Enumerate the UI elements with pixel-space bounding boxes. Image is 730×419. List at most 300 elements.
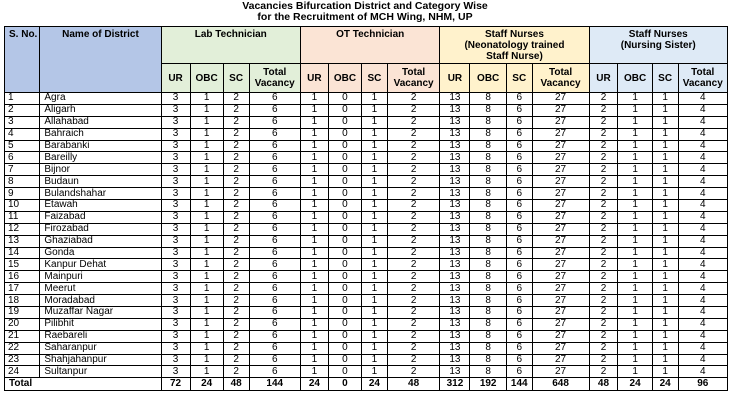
row-value: 1 [300, 211, 328, 223]
row-value: 8 [470, 200, 506, 212]
row-value: 13 [440, 295, 470, 307]
row-value: 1 [362, 104, 388, 116]
row-sno: 3 [5, 116, 40, 128]
row-value: 1 [190, 307, 223, 319]
row-value: 27 [532, 152, 589, 164]
row-value: 13 [440, 235, 470, 247]
row-value: 2 [223, 342, 249, 354]
table-row [5, 188, 728, 200]
row-value: 0 [328, 330, 361, 342]
row-value: 27 [532, 330, 589, 342]
row-value: 27 [532, 366, 589, 378]
total-value: 24 [190, 378, 223, 391]
total-value: 24 [300, 378, 328, 391]
row-value: 13 [440, 116, 470, 128]
row-value: 2 [589, 140, 618, 152]
row-value: 1 [190, 235, 223, 247]
row-value: 6 [249, 211, 300, 223]
row-value: 2 [387, 164, 440, 176]
row-value: 0 [328, 247, 361, 259]
row-value: 3 [161, 283, 190, 295]
row-district: Shahjahanpur [40, 354, 161, 366]
row-value: 6 [249, 342, 300, 354]
row-value: 0 [328, 354, 361, 366]
row-value: 1 [618, 259, 652, 271]
table-row [5, 283, 728, 295]
row-value: 1 [618, 140, 652, 152]
sub-header-ur: UR [440, 64, 470, 93]
row-value: 4 [678, 247, 728, 259]
row-value: 4 [678, 259, 728, 271]
row-value: 1 [618, 152, 652, 164]
row-value: 0 [328, 93, 361, 105]
table-row [5, 93, 728, 105]
row-value: 0 [328, 211, 361, 223]
row-value: 2 [387, 200, 440, 212]
row-value: 1 [652, 318, 678, 330]
row-district: Kanpur Dehat [40, 259, 161, 271]
row-value: 8 [470, 128, 506, 140]
row-value: 1 [362, 188, 388, 200]
table-row [5, 116, 728, 128]
row-value: 2 [387, 247, 440, 259]
row-value: 0 [328, 259, 361, 271]
row-value: 2 [589, 164, 618, 176]
row-value: 13 [440, 152, 470, 164]
row-sno: 15 [5, 259, 40, 271]
row-sno: 10 [5, 200, 40, 212]
row-value: 27 [532, 318, 589, 330]
row-value: 4 [678, 188, 728, 200]
vacancy-table [4, 26, 728, 391]
sub-header-sc: SC [223, 64, 249, 93]
row-value: 6 [506, 176, 532, 188]
row-sno: 24 [5, 366, 40, 378]
row-value: 8 [470, 235, 506, 247]
row-district: Muzaffar Nagar [40, 307, 161, 319]
row-value: 2 [223, 295, 249, 307]
row-value: 6 [249, 318, 300, 330]
row-sno: 2 [5, 104, 40, 116]
document-title [0, 0, 730, 23]
row-value: 0 [328, 235, 361, 247]
total-value: 48 [387, 378, 440, 391]
row-value: 6 [506, 366, 532, 378]
row-value: 1 [300, 164, 328, 176]
row-value: 13 [440, 104, 470, 116]
row-value: 1 [618, 164, 652, 176]
row-value: 0 [328, 271, 361, 283]
row-value: 1 [618, 295, 652, 307]
row-value: 2 [387, 223, 440, 235]
row-district: Saharanpur [40, 342, 161, 354]
total-value: 144 [249, 378, 300, 391]
row-sno: 9 [5, 188, 40, 200]
row-value: 8 [470, 164, 506, 176]
row-value: 4 [678, 366, 728, 378]
row-value: 8 [470, 188, 506, 200]
header-ot-technician: OT Technician [300, 27, 439, 64]
row-value: 27 [532, 164, 589, 176]
row-value: 3 [161, 235, 190, 247]
row-value: 6 [506, 223, 532, 235]
table-row [5, 342, 728, 354]
row-value: 2 [589, 295, 618, 307]
row-value: 3 [161, 307, 190, 319]
row-value: 1 [362, 330, 388, 342]
row-value: 2 [387, 307, 440, 319]
row-value: 6 [506, 283, 532, 295]
row-value: 2 [589, 235, 618, 247]
row-district: Bijnor [40, 164, 161, 176]
row-value: 2 [589, 259, 618, 271]
row-value: 8 [470, 366, 506, 378]
row-value: 27 [532, 211, 589, 223]
row-value: 3 [161, 223, 190, 235]
row-value: 2 [223, 93, 249, 105]
row-value: 27 [532, 116, 589, 128]
row-value: 27 [532, 128, 589, 140]
row-value: 0 [328, 223, 361, 235]
sub-header-obc: OBC [618, 64, 652, 93]
row-value: 8 [470, 247, 506, 259]
row-value: 1 [300, 342, 328, 354]
row-value: 1 [190, 318, 223, 330]
row-value: 4 [678, 128, 728, 140]
row-value: 1 [652, 140, 678, 152]
row-value: 2 [387, 318, 440, 330]
row-value: 8 [470, 116, 506, 128]
table-row [5, 271, 728, 283]
row-value: 4 [678, 342, 728, 354]
row-value: 1 [362, 176, 388, 188]
row-district: Pilibhit [40, 318, 161, 330]
row-value: 6 [249, 152, 300, 164]
row-value: 13 [440, 271, 470, 283]
row-value: 1 [652, 152, 678, 164]
row-district: Barabanki [40, 140, 161, 152]
total-value: 72 [161, 378, 190, 391]
table-row [5, 152, 728, 164]
row-value: 1 [652, 330, 678, 342]
row-sno: 1 [5, 93, 40, 105]
row-value: 13 [440, 176, 470, 188]
row-value: 4 [678, 330, 728, 342]
row-value: 2 [223, 176, 249, 188]
row-value: 0 [328, 116, 361, 128]
table-row [5, 104, 728, 116]
row-value: 0 [328, 152, 361, 164]
row-value: 2 [223, 271, 249, 283]
row-value: 1 [362, 307, 388, 319]
row-value: 4 [678, 283, 728, 295]
row-value: 1 [300, 93, 328, 105]
row-value: 6 [506, 330, 532, 342]
row-value: 2 [387, 354, 440, 366]
row-value: 1 [618, 271, 652, 283]
row-value: 1 [300, 283, 328, 295]
row-value: 2 [387, 176, 440, 188]
row-value: 8 [470, 152, 506, 164]
row-value: 1 [652, 354, 678, 366]
row-value: 3 [161, 366, 190, 378]
row-sno: 18 [5, 295, 40, 307]
row-value: 27 [532, 259, 589, 271]
row-value: 1 [652, 307, 678, 319]
row-value: 3 [161, 354, 190, 366]
row-value: 6 [249, 330, 300, 342]
row-sno: 21 [5, 330, 40, 342]
row-value: 2 [223, 116, 249, 128]
row-value: 2 [223, 164, 249, 176]
row-value: 4 [678, 176, 728, 188]
row-value: 0 [328, 164, 361, 176]
row-value: 1 [652, 366, 678, 378]
row-district: Gonda [40, 247, 161, 259]
row-value: 27 [532, 235, 589, 247]
total-value: 48 [589, 378, 618, 391]
row-value: 0 [328, 128, 361, 140]
row-value: 1 [300, 188, 328, 200]
row-value: 2 [223, 235, 249, 247]
row-value: 1 [300, 116, 328, 128]
total-value: 24 [652, 378, 678, 391]
row-value: 27 [532, 188, 589, 200]
row-value: 2 [223, 318, 249, 330]
row-value: 4 [678, 104, 728, 116]
row-value: 13 [440, 200, 470, 212]
row-value: 6 [249, 295, 300, 307]
row-value: 6 [249, 307, 300, 319]
row-sno: 5 [5, 140, 40, 152]
row-value: 2 [589, 247, 618, 259]
row-value: 6 [249, 247, 300, 259]
row-value: 0 [328, 200, 361, 212]
row-value: 2 [387, 342, 440, 354]
row-value: 6 [249, 259, 300, 271]
row-value: 1 [618, 104, 652, 116]
row-value: 1 [362, 164, 388, 176]
row-value: 1 [300, 223, 328, 235]
row-value: 1 [300, 140, 328, 152]
total-value: 0 [328, 378, 361, 391]
row-value: 27 [532, 354, 589, 366]
header-sno: S. No. [5, 27, 40, 93]
row-value: 1 [300, 271, 328, 283]
row-value: 2 [589, 342, 618, 354]
row-value: 2 [387, 104, 440, 116]
row-value: 1 [300, 330, 328, 342]
sub-header-obc: OBC [328, 64, 361, 93]
row-value: 1 [190, 271, 223, 283]
row-sno: 6 [5, 152, 40, 164]
header-staff-nurses-neonatology: Staff Nurses (Neonatology trained Staff Nurse) [440, 27, 589, 64]
row-value: 1 [362, 116, 388, 128]
row-value: 6 [506, 259, 532, 271]
row-value: 1 [362, 128, 388, 140]
table-row [5, 307, 728, 319]
row-value: 6 [249, 128, 300, 140]
row-value: 0 [328, 318, 361, 330]
row-value: 1 [362, 247, 388, 259]
row-district: Aligarh [40, 104, 161, 116]
row-value: 8 [470, 342, 506, 354]
sub-header-obc: OBC [190, 64, 223, 93]
row-value: 1 [652, 116, 678, 128]
row-district: Mainpuri [40, 271, 161, 283]
row-value: 27 [532, 271, 589, 283]
row-value: 6 [249, 235, 300, 247]
row-district: Allahabad [40, 116, 161, 128]
row-value: 6 [249, 164, 300, 176]
row-district: Raebareli [40, 330, 161, 342]
row-value: 2 [589, 128, 618, 140]
row-value: 1 [190, 211, 223, 223]
row-value: 1 [618, 247, 652, 259]
row-value: 2 [387, 330, 440, 342]
row-value: 2 [223, 104, 249, 116]
table-row [5, 295, 728, 307]
row-value: 1 [190, 330, 223, 342]
row-value: 4 [678, 235, 728, 247]
total-value: 192 [470, 378, 506, 391]
row-value: 1 [190, 93, 223, 105]
row-value: 3 [161, 247, 190, 259]
row-value: 2 [589, 366, 618, 378]
row-value: 2 [223, 259, 249, 271]
row-value: 8 [470, 140, 506, 152]
row-value: 0 [328, 366, 361, 378]
row-value: 1 [362, 271, 388, 283]
row-value: 2 [387, 93, 440, 105]
row-value: 4 [678, 140, 728, 152]
row-value: 3 [161, 318, 190, 330]
row-value: 8 [470, 283, 506, 295]
row-value: 6 [249, 283, 300, 295]
table-row [5, 247, 728, 259]
row-value: 2 [223, 152, 249, 164]
row-value: 4 [678, 152, 728, 164]
row-value: 2 [387, 366, 440, 378]
sub-header-total-vacancy: Total Vacancy [678, 64, 728, 93]
row-value: 13 [440, 318, 470, 330]
row-district: Agra [40, 93, 161, 105]
row-value: 1 [362, 235, 388, 247]
row-value: 2 [589, 104, 618, 116]
row-value: 2 [589, 271, 618, 283]
row-value: 1 [190, 223, 223, 235]
row-value: 1 [300, 366, 328, 378]
row-value: 2 [387, 283, 440, 295]
row-value: 3 [161, 295, 190, 307]
row-value: 1 [652, 259, 678, 271]
row-value: 6 [249, 223, 300, 235]
row-value: 2 [223, 140, 249, 152]
row-value: 1 [362, 140, 388, 152]
row-sno: 4 [5, 128, 40, 140]
row-value: 3 [161, 271, 190, 283]
sub-header-total-vacancy: Total Vacancy [387, 64, 440, 93]
row-value: 1 [300, 176, 328, 188]
row-value: 27 [532, 176, 589, 188]
row-value: 1 [362, 295, 388, 307]
row-value: 6 [249, 200, 300, 212]
row-value: 2 [589, 116, 618, 128]
row-value: 1 [618, 307, 652, 319]
row-value: 2 [223, 128, 249, 140]
header-lab-technician: Lab Technician [161, 27, 300, 64]
row-district: Moradabad [40, 295, 161, 307]
row-value: 6 [249, 116, 300, 128]
row-value: 1 [190, 342, 223, 354]
row-value: 2 [223, 200, 249, 212]
row-value: 1 [300, 318, 328, 330]
row-value: 27 [532, 307, 589, 319]
row-value: 2 [223, 188, 249, 200]
row-value: 6 [506, 152, 532, 164]
row-value: 1 [362, 259, 388, 271]
row-value: 6 [506, 188, 532, 200]
row-value: 3 [161, 140, 190, 152]
row-value: 3 [161, 259, 190, 271]
row-value: 1 [652, 211, 678, 223]
row-value: 6 [249, 271, 300, 283]
row-value: 6 [249, 366, 300, 378]
table-body [5, 93, 728, 391]
total-value: 48 [223, 378, 249, 391]
row-sno: 8 [5, 176, 40, 188]
row-value: 6 [249, 140, 300, 152]
row-value: 0 [328, 176, 361, 188]
row-value: 1 [300, 307, 328, 319]
row-value: 1 [652, 342, 678, 354]
row-sno: 12 [5, 223, 40, 235]
row-value: 1 [300, 235, 328, 247]
row-value: 2 [387, 211, 440, 223]
row-value: 1 [300, 128, 328, 140]
row-value: 2 [589, 200, 618, 212]
row-value: 1 [618, 93, 652, 105]
sub-header-total-vacancy: Total Vacancy [532, 64, 589, 93]
row-value: 2 [387, 259, 440, 271]
row-value: 6 [249, 104, 300, 116]
row-value: 1 [652, 164, 678, 176]
row-sno: 22 [5, 342, 40, 354]
sub-header-ur: UR [161, 64, 190, 93]
sub-header-sc: SC [362, 64, 388, 93]
row-value: 1 [362, 366, 388, 378]
sub-header-ur: UR [300, 64, 328, 93]
sub-header-total-vacancy: Total Vacancy [249, 64, 300, 93]
total-value: 96 [678, 378, 728, 391]
sub-header-ur: UR [589, 64, 618, 93]
row-value: 4 [678, 354, 728, 366]
row-value: 1 [618, 128, 652, 140]
row-value: 1 [190, 366, 223, 378]
row-value: 0 [328, 307, 361, 319]
row-value: 2 [589, 93, 618, 105]
row-value: 8 [470, 259, 506, 271]
row-district: Bahraich [40, 128, 161, 140]
row-value: 13 [440, 259, 470, 271]
row-value: 1 [190, 188, 223, 200]
row-value: 2 [589, 152, 618, 164]
row-district: Faizabad [40, 211, 161, 223]
row-value: 3 [161, 116, 190, 128]
row-value: 4 [678, 271, 728, 283]
row-value: 1 [652, 223, 678, 235]
row-value: 8 [470, 176, 506, 188]
